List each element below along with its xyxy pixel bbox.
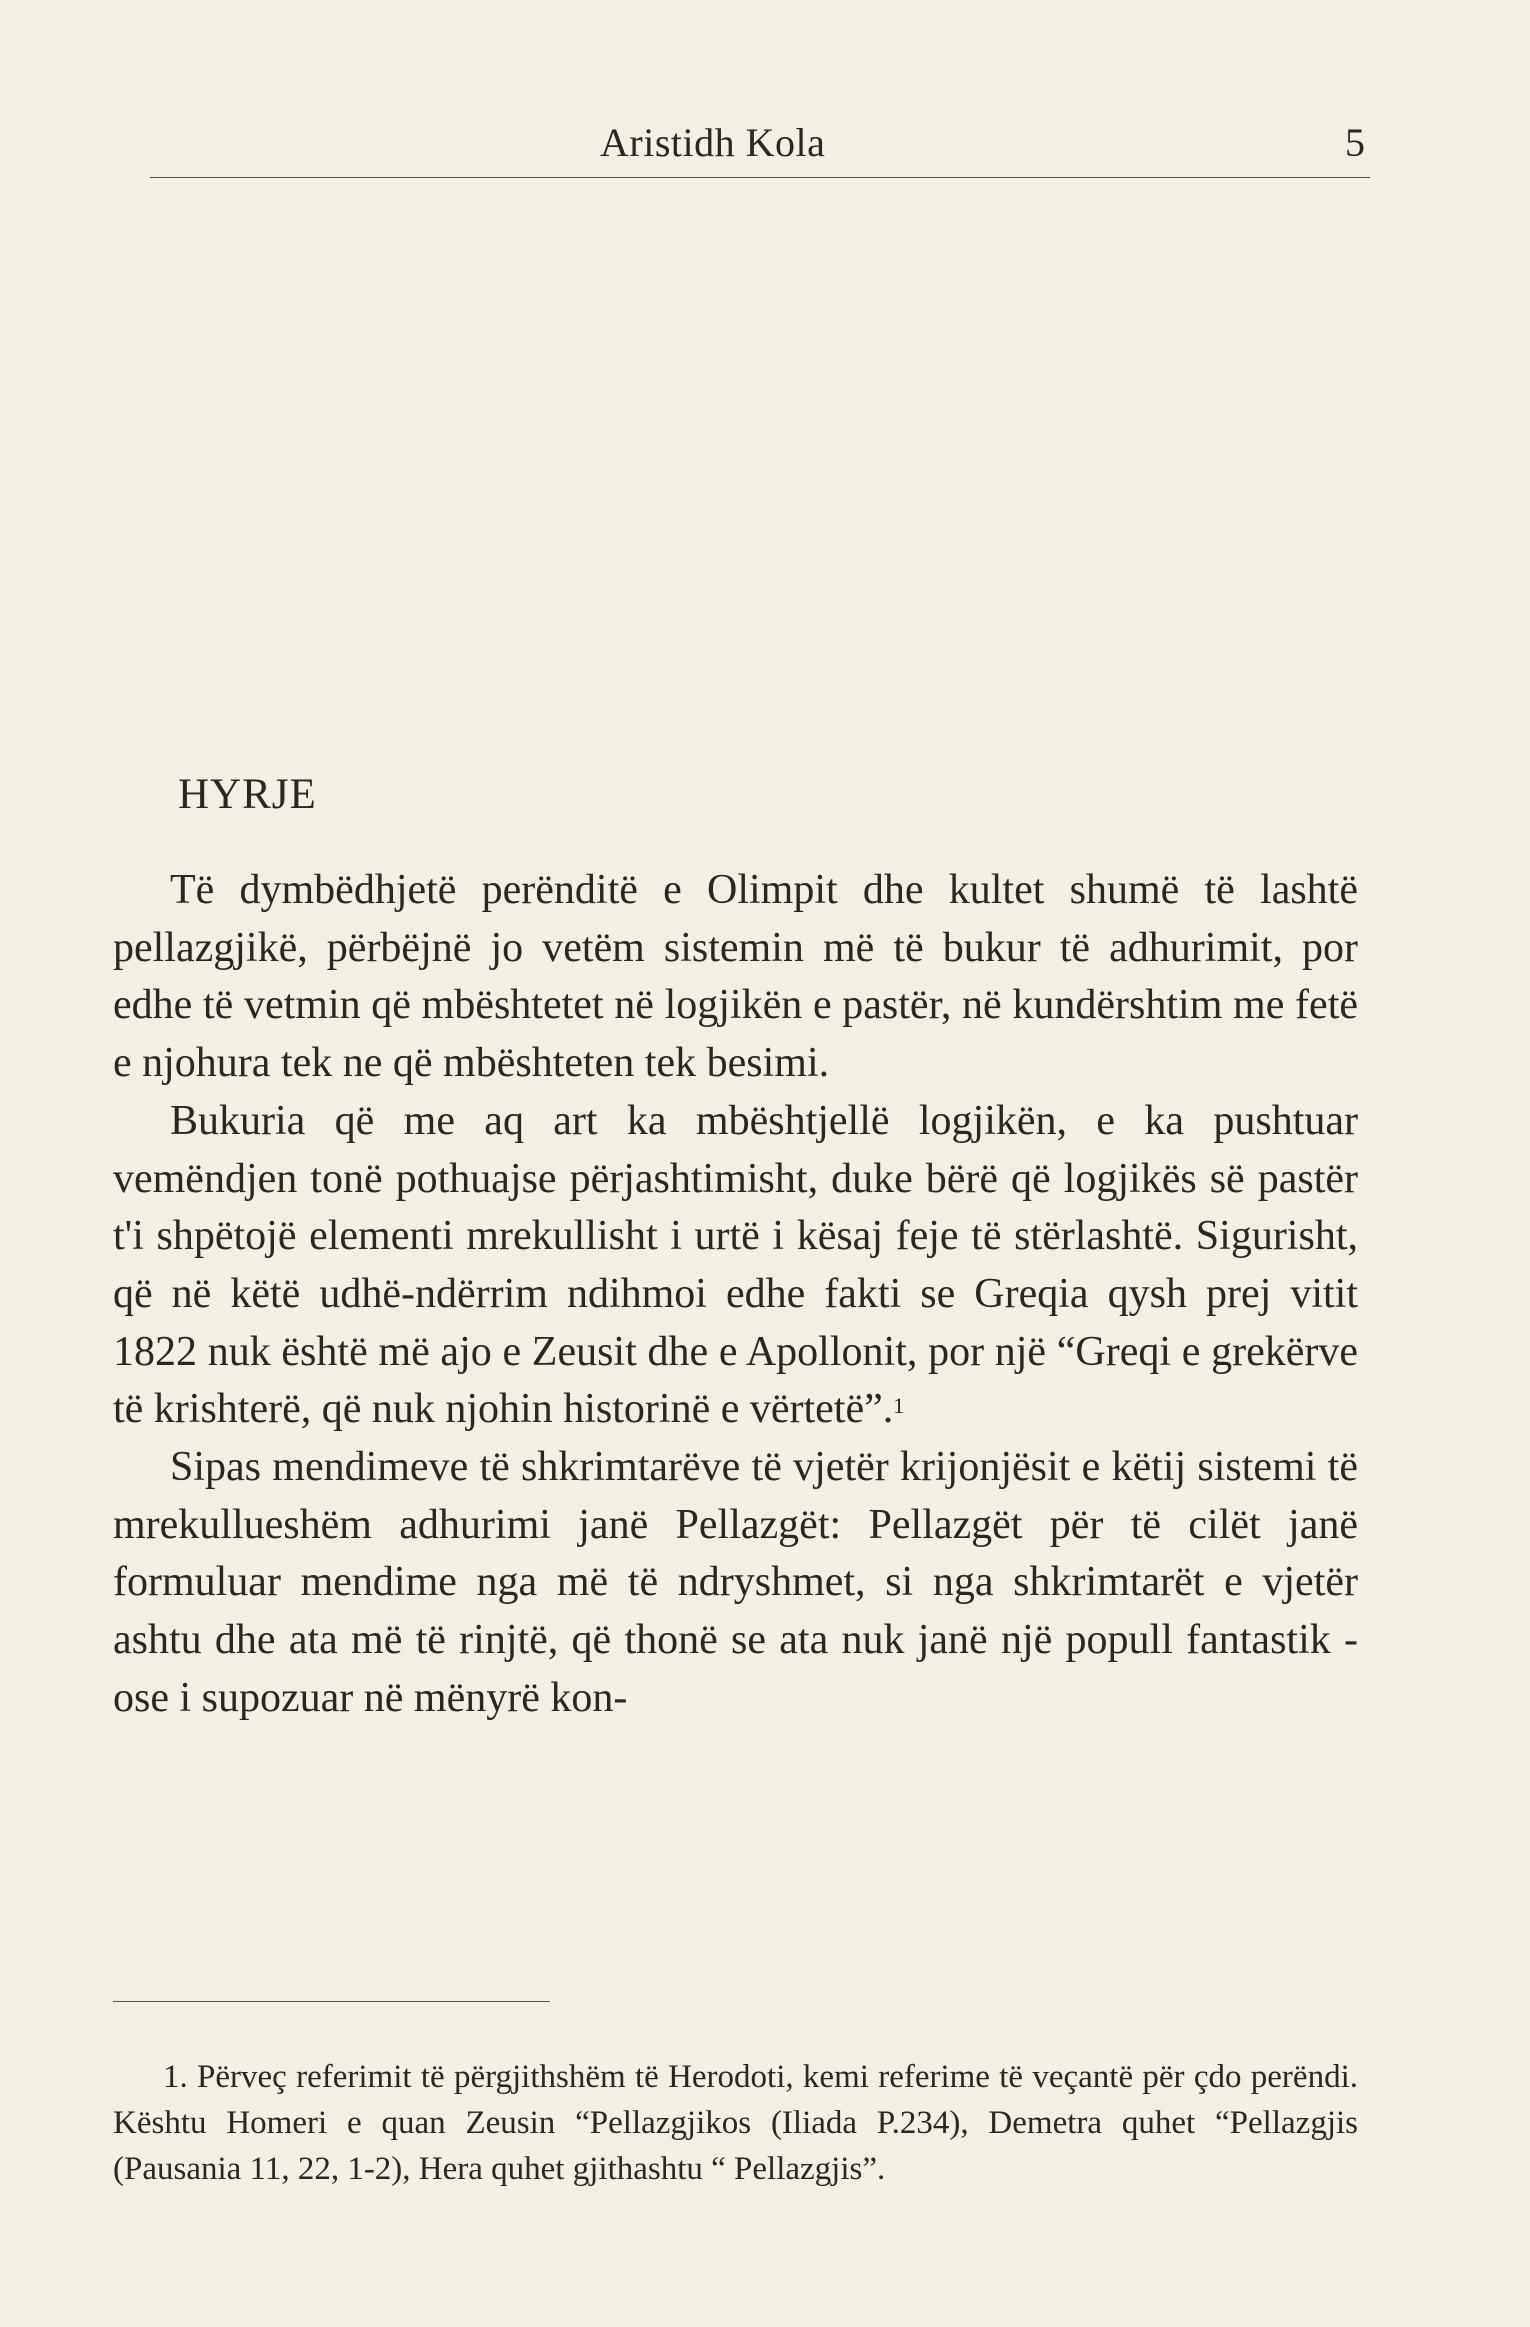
chapter-title: HYRJE <box>178 770 317 818</box>
paragraph-2 <box>113 1093 1358 1439</box>
header-rule <box>150 177 1370 178</box>
footnote-number: 1. <box>163 2059 188 2095</box>
header-author: Aristidh Kola <box>600 120 826 165</box>
footnote-reference: 1 <box>893 1393 905 1419</box>
footnote-rule <box>113 2001 550 2002</box>
body-text <box>113 862 1358 1728</box>
paragraph-1: Të dymbëdhjetë perënditë e Olimpit dhe kultet shumë të lashtë pellazgjikë, përbëjnë jo vetëm sistemin më të bukur të adhurimit, por edhe të vetmin që mbështetet në logjikën e pastër, në kundërshtim me fetë e njohura tek ne që mbështeten tek besimi. <box>113 867 1358 1087</box>
paragraph-2-text: Bukuria që me aq art ka mbështjellë logjikën, e ka pushtuar vemëndjen tonë pothuajse përjashtimisht, duke bërë që logjikës së pastër t'i shpëtojë elementi mrekullisht i urtë i kësaj feje të stërlashtë. Sigurisht, që në këtë udhë-ndërrim ndihmoi edhe fakti se Greqia qysh prej vitit 1822 nuk është më ajo e Zeusit dhe e Apollonit, por një “Greqi e grekërve të krishterë, që nuk njohin historinë e vërtetë”. <box>113 1097 1358 1433</box>
footnote-1 <box>113 2055 1358 2192</box>
paragraph-3: Sipas mendimeve të shkrimtarëve të vjetër krijonjësit e këtij sistemi të mrekullueshëm adhurimi janë Pellazgët: Pellazgët për të cilët janë formuluar mendime nga më të ndryshmet, si nga shkrimtarët e vjetër ashtu dhe ata më të rinjtë, që thonë se ata nuk janë një popull fantastik - ose i supozuar në mënyrë kon- <box>113 1444 1358 1721</box>
running-header <box>150 118 1365 178</box>
footnote-text: Përveç referimit të përgjithshëm të Herodoti, kemi referime të veçantë për çdo perëndi. Kështu Homeri e quan Zeusin “Pellazgjikos (Iliada P.234), Demetra quhet “Pellazgjis (Pausania 11, 22, 1-2), Hera quhet gjithashtu “ Pellazgjis”. <box>113 2059 1358 2187</box>
page-number: 5 <box>1345 120 1365 165</box>
